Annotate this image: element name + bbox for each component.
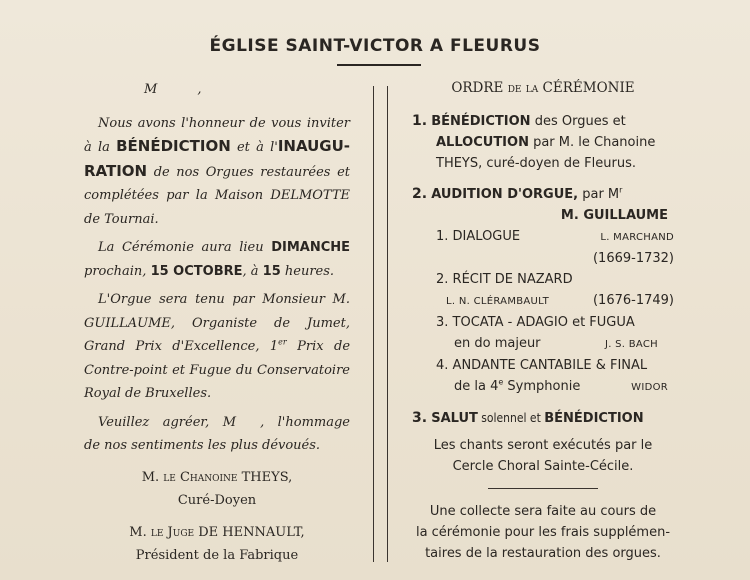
s1-l1-b: des Orgues et	[530, 114, 626, 129]
s2-sup: r	[619, 185, 623, 195]
p1-l3-b: de nos Orgues restaurées et	[147, 164, 350, 180]
s3-benediction: BÉNÉDICTION	[544, 411, 644, 426]
sig1-a: M.	[141, 469, 164, 485]
piece-1-composer: L. MARCHAND	[600, 232, 674, 243]
piece-1-dates: (1669-1732)	[592, 251, 674, 266]
piece-4-title: ANDANTE CANTABILE & FINAL	[452, 358, 648, 373]
p3-line3	[84, 335, 350, 359]
sig2-c: DE HENNAULT,	[194, 524, 305, 540]
p3-line5: Royal de Bruxelles.	[84, 386, 212, 401]
salutation-comma: ,	[197, 82, 202, 97]
s2-num: 2.	[412, 186, 428, 202]
p4-line2: de nos sentiments les plus dévoués.	[84, 438, 321, 453]
piece-4-row	[436, 355, 674, 376]
p2-l2-e: heures.	[280, 263, 335, 279]
p3-line4: Contre-point et Fugue du Conservatoire	[84, 362, 350, 378]
sig2-b: le Juge	[150, 524, 195, 540]
p1-l2-a: à la	[84, 140, 117, 155]
p2-l2-a: prochain,	[84, 263, 151, 279]
piece-3-num: 3.	[436, 315, 449, 330]
s1-line2	[412, 132, 674, 153]
p2-line2	[84, 260, 350, 284]
invitation-text	[84, 78, 350, 568]
collect-line2: la cérémonie pour les frais supplémen-	[415, 525, 671, 540]
page-title: ÉGLISE SAINT-VICTOR A FLEURUS	[209, 36, 541, 56]
p1-line4: complétées par la Maison DELMOTTE	[84, 188, 350, 203]
p1-l2-c: et à l'	[230, 140, 278, 155]
piece-3-sub: en do majeur	[454, 336, 541, 351]
piece-2	[412, 269, 674, 312]
p1-benediction: BÉNÉDICTION	[116, 137, 231, 155]
title-underline	[337, 64, 421, 66]
p2-dimanche: DIMANCHE	[271, 240, 350, 255]
ceremony-order	[412, 78, 674, 564]
s1-allocution: ALLOCUTION	[436, 135, 529, 150]
piece-3-row	[436, 312, 674, 333]
section-1	[412, 111, 674, 174]
piece-2-title: RÉCIT DE NAZARD	[452, 272, 573, 287]
signature-2-line2: Président de la Fabrique	[135, 548, 299, 563]
sig1-c: THEYS,	[237, 469, 293, 485]
signature-2-line1	[84, 521, 350, 545]
p1-line3	[84, 160, 350, 185]
piece-4-sub-b: Symphonie	[503, 379, 581, 394]
piece-4-num: 4.	[436, 358, 449, 373]
salutation	[84, 78, 350, 102]
piece-1-title: DIALOGUE	[452, 229, 521, 244]
p3-l3-a: Grand Prix d'Excellence, 1	[84, 339, 279, 354]
piece-4-sub-a: de la 4	[454, 379, 499, 394]
piece-1-row	[436, 226, 674, 248]
chants-line1: Les chants seront exécutés par le	[433, 438, 653, 453]
piece-2-num: 2.	[436, 272, 449, 287]
p2-l2-c: , à	[242, 263, 263, 279]
p2-line1	[84, 236, 350, 260]
piece-3-composer: J. S. BACH	[604, 339, 658, 350]
signature-1-line2: Curé-Doyen	[177, 493, 257, 508]
p3-l3-b: Prix de	[286, 339, 351, 354]
piece-1-num: 1.	[436, 229, 449, 244]
p4-l1-b: , l'hommage	[260, 414, 350, 430]
piece-4-row2	[436, 376, 674, 398]
signature-1-line1	[84, 466, 350, 490]
p2-date: 15 OCTOBRE	[150, 263, 243, 279]
salutation-m: M	[144, 82, 158, 97]
order-b: de la	[507, 80, 539, 96]
s2-audition: AUDITION D'ORGUE,	[431, 187, 579, 202]
sig1-b: le Chanoine	[163, 469, 238, 485]
order-a: ORDRE	[451, 80, 508, 96]
s3-salut: SALUT	[431, 411, 478, 426]
piece-3-row2	[436, 333, 674, 355]
piece-4	[412, 355, 674, 398]
p1-inaugu: INAUGU-	[277, 137, 350, 155]
piece-2-row	[436, 269, 674, 290]
p1-line1: Nous avons l'honneur de vous inviter	[98, 115, 350, 131]
p4-l1-a: Veuillez agréer, M	[98, 414, 237, 430]
piece-3	[412, 312, 674, 355]
p3-line2: GUILLAUME, Organiste de Jumet,	[84, 315, 350, 331]
p3-line1: L'Orgue sera tenu par Monsieur M.	[98, 292, 350, 307]
s1-l2-b: par M. le Chanoine	[528, 135, 656, 150]
p1-line2	[84, 135, 350, 160]
collect-line3: taires de la restauration des orgues.	[425, 546, 661, 561]
p1-ration: RATION	[84, 161, 148, 180]
piece-4-composer: WIDOR	[631, 382, 668, 393]
s3-solennel: solennel et	[477, 411, 545, 425]
piece-1	[412, 226, 674, 269]
sig2-a: M.	[129, 524, 151, 540]
p1-line5: de Tournai.	[84, 211, 159, 227]
section-2	[412, 184, 674, 398]
p4-line1	[84, 411, 350, 435]
s1-benediction: BÉNÉDICTION	[431, 114, 531, 129]
order-c: CÉRÉMONIE	[538, 80, 635, 96]
piece-3-title: TOCATA - ADAGIO et FUGUA	[452, 315, 635, 330]
s3-line	[412, 408, 674, 429]
s2-l1-b: par M	[578, 187, 620, 202]
p2-hour: 15	[262, 263, 281, 279]
s2-line1	[412, 184, 674, 205]
piece-2-dates: (1676-1749)	[592, 293, 674, 308]
piece-4-sup: e	[498, 377, 504, 387]
piece-2-composer: L. N. CLÉRAMBAULT	[446, 296, 550, 307]
collect-line1: Une collecte sera faite au cours de	[429, 504, 657, 519]
order-heading	[412, 78, 674, 99]
s3-num: 3.	[412, 410, 428, 426]
section-separator	[488, 488, 598, 489]
chants-line2: Cercle Choral Sainte-Cécile.	[452, 459, 634, 474]
collection-note	[412, 501, 674, 564]
section-3	[412, 408, 674, 477]
p2-l1-a: La Cérémonie aura lieu	[98, 240, 272, 255]
s1-line3: THEYS, curé-doyen de Fleurus.	[436, 156, 636, 171]
piece-2-row2	[436, 290, 674, 312]
column-divider-right	[387, 86, 388, 562]
column-divider-left	[373, 86, 374, 562]
s1-num: 1.	[412, 113, 428, 129]
s1-line1	[412, 111, 674, 132]
s2-organist: M. GUILLAUME	[560, 208, 668, 223]
p3-sup: er	[278, 337, 287, 347]
